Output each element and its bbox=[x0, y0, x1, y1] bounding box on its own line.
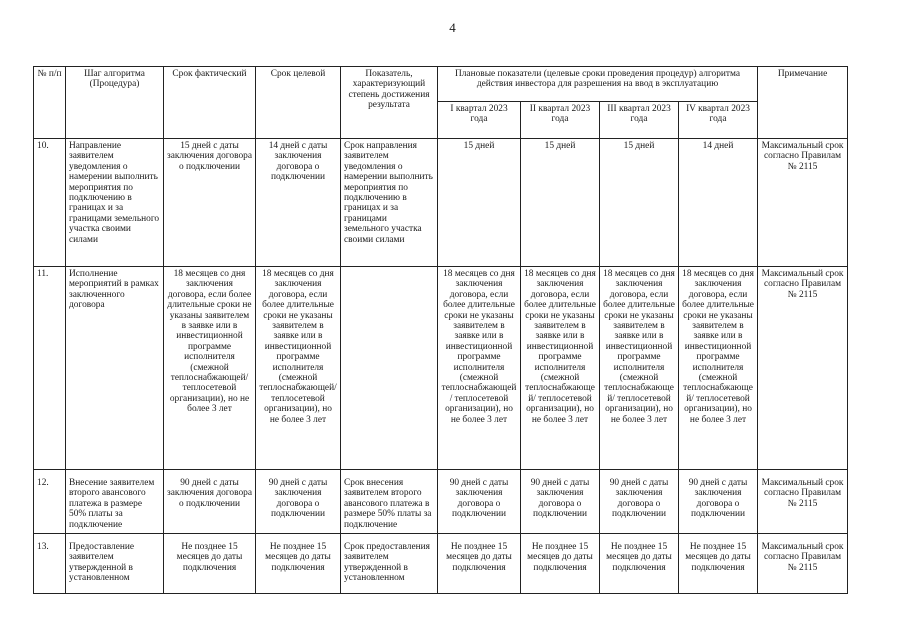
row-q1: 90 дней с даты заключения договора о подключении bbox=[438, 470, 521, 534]
row-target: 14 дней с даты заключения договора о подключении bbox=[256, 139, 341, 267]
row-num: 11. bbox=[34, 267, 66, 470]
header-quarter-2: II квартал 2023 года bbox=[521, 102, 600, 139]
header-actual: Срок фактический bbox=[164, 67, 256, 139]
header-target: Срок целевой bbox=[256, 67, 341, 139]
row-q4: 14 дней bbox=[679, 139, 758, 267]
row-q1: Не позднее 15 месяцев до даты подключения bbox=[438, 534, 521, 594]
row-step: Направление заявителем уведомления о намерении выполнить мероприятия по подключению в границах и за границами земельного участка своими силами bbox=[66, 139, 164, 267]
header-quarter-1: I квартал 2023 года bbox=[438, 102, 521, 139]
row-indicator: Срок направления заявителем уведомления о намерении выполнить мероприятия по подключению в границах и за границами земельного участка своими силами bbox=[341, 139, 438, 267]
row-q3: 90 дней с даты заключения договора о подключении bbox=[600, 470, 679, 534]
row-q2: Не позднее 15 месяцев до даты подключения bbox=[521, 534, 600, 594]
row-q1: 15 дней bbox=[438, 139, 521, 267]
header-planned: Плановые показатели (целевые сроки проведения процедур) алгоритма действия инвестора для разрешения на ввод в эксплуатацию bbox=[438, 67, 758, 102]
row-indicator: Срок предоставления заявителем утвержденной в установленном bbox=[341, 534, 438, 594]
row-target: Не позднее 15 месяцев до даты подключения bbox=[256, 534, 341, 594]
table-row bbox=[34, 267, 848, 470]
table-row bbox=[34, 534, 848, 594]
row-step: Исполнение мероприятий в рамках заключенного договора bbox=[66, 267, 164, 470]
table-row bbox=[34, 470, 848, 534]
header-step: Шаг алгоритма (Процедура) bbox=[66, 67, 164, 139]
row-q3: Не позднее 15 месяцев до даты подключения bbox=[600, 534, 679, 594]
table-row bbox=[34, 139, 848, 267]
row-step: Предоставление заявителем утвержденной в установленном bbox=[66, 534, 164, 594]
row-indicator: Срок внесения заявителем второго авансового платежа в размере 50% платы за подключение bbox=[341, 470, 438, 534]
row-q3: 15 дней bbox=[600, 139, 679, 267]
header-num: № п/п bbox=[34, 67, 66, 139]
row-q3: 18 месяцев со дня заключения договора, если более длительные сроки не указаны заявителем в заявке или в инвестиционной программе исполнителя (смежной теплоснабжающей/ теплосетевой организации), но не более 3 лет bbox=[600, 267, 679, 470]
procedure-table bbox=[33, 66, 848, 594]
row-q4: 90 дней с даты заключения договора о подключении bbox=[679, 470, 758, 534]
row-target: 18 месяцев со дня заключения договора, если более длительные сроки не указаны заявителем в заявке или в инвестиционной программе исполнителя (смежной теплоснабжающей/ теплосетевой организации), но не более 3 лет bbox=[256, 267, 341, 470]
row-actual: 90 дней с даты заключения договора о подключении bbox=[164, 470, 256, 534]
row-notes: Максимальный срок согласно Правилам № 2115 bbox=[758, 267, 848, 470]
row-q2: 15 дней bbox=[521, 139, 600, 267]
page-number: 4 bbox=[449, 20, 456, 35]
row-notes: Максимальный срок согласно Правилам № 2115 bbox=[758, 470, 848, 534]
row-q2: 90 дней с даты заключения договора о подключении bbox=[521, 470, 600, 534]
row-actual: Не позднее 15 месяцев до даты подключения bbox=[164, 534, 256, 594]
row-q1: 18 месяцев со дня заключения договора, если более длительные сроки не указаны заявителем в заявке или в инвестиционной программе исполнителя (смежной теплоснабжающей/ теплосетевой организации), но не более 3 лет bbox=[438, 267, 521, 470]
row-q4: 18 месяцев со дня заключения договора, если более длительные сроки не указаны заявителем в заявке или в инвестиционной программе исполнителя (смежной теплоснабжающей/ теплосетевой организации), но не более 3 лет bbox=[679, 267, 758, 470]
row-q4: Не позднее 15 месяцев до даты подключения bbox=[679, 534, 758, 594]
header-notes: Примечание bbox=[758, 67, 848, 139]
row-step: Внесение заявителем второго авансового платежа в размере 50% платы за подключение bbox=[66, 470, 164, 534]
row-notes: Максимальный срок согласно Правилам № 2115 bbox=[758, 534, 848, 594]
row-notes: Максимальный срок согласно Правилам № 2115 bbox=[758, 139, 848, 267]
row-target: 90 дней с даты заключения договора о подключении bbox=[256, 470, 341, 534]
header-quarter-3: III квартал 2023 года bbox=[600, 102, 679, 139]
row-q2: 18 месяцев со дня заключения договора, если более длительные сроки не указаны заявителем в заявке или в инвестиционной программе исполнителя (смежной теплоснабжающей/ теплосетевой организации), но не более 3 лет bbox=[521, 267, 600, 470]
row-num: 12. bbox=[34, 470, 66, 534]
row-actual: 18 месяцев со дня заключения договора, если более длительные сроки не указаны заявителем в заявке или в инвестиционной программе исполнителя (смежной теплоснабжающей/ теплосетевой организации), но не более 3 лет bbox=[164, 267, 256, 470]
row-indicator bbox=[341, 267, 438, 470]
header-indicator: Показатель, характеризующий степень достижения результата bbox=[341, 67, 438, 139]
row-actual: 15 дней с даты заключения договора о подключении bbox=[164, 139, 256, 267]
header-quarter-4: IV квартал 2023 года bbox=[679, 102, 758, 139]
row-num: 13. bbox=[34, 534, 66, 594]
row-num: 10. bbox=[34, 139, 66, 267]
